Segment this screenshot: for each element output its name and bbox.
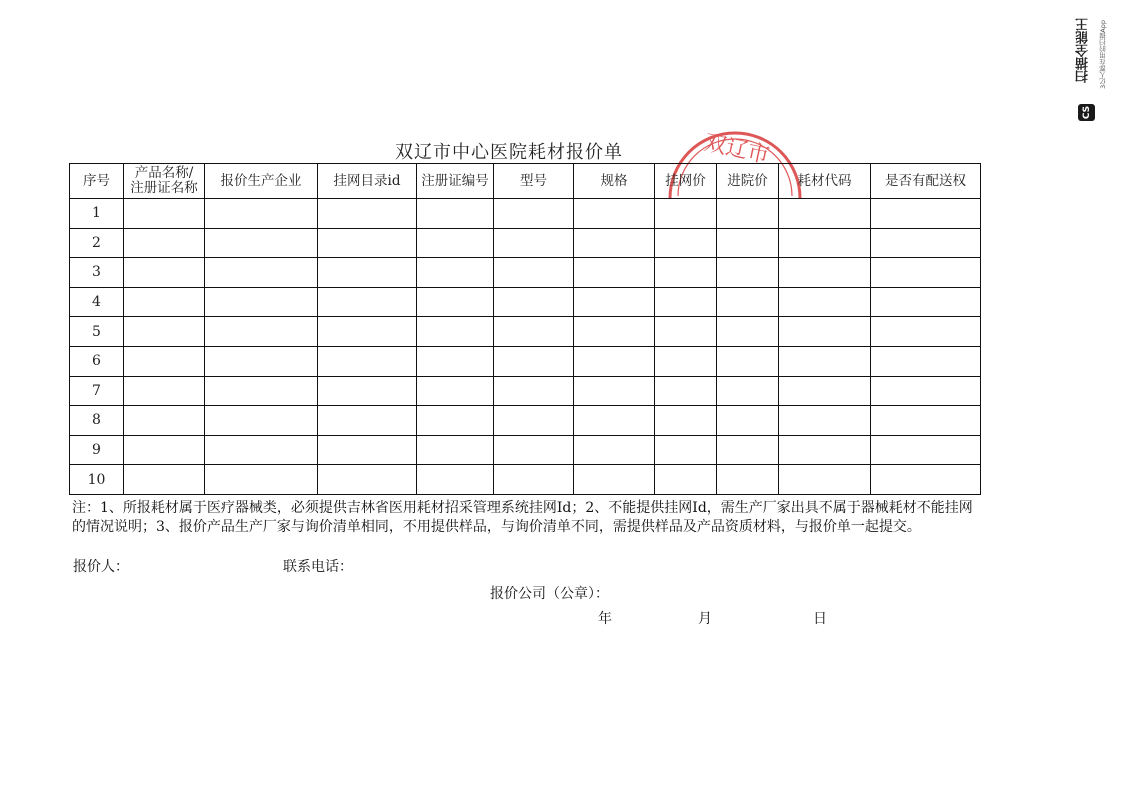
table-row [70,317,981,347]
quoter-label: 报价人： [73,559,129,575]
table-cell [871,406,981,436]
col-header: 序号 [70,164,124,199]
table-cell [417,199,494,229]
quote-table [69,163,981,495]
table-cell [205,435,318,465]
table-cell [205,406,318,436]
page-title: 双辽市中心医院耗材报价单 [395,142,623,163]
col-header: 规格 [574,164,655,199]
table-cell [205,317,318,347]
watermark-slogan: 3亿人都在用的扫描App [1099,20,1107,89]
table-cell [655,317,717,347]
date-month-label: 月 [698,611,712,627]
date-day-label: 日 [813,611,827,627]
table-cell [574,465,655,495]
company-seal-label: 报价公司（公章）： [490,586,609,602]
table-cell [318,228,417,258]
col-header: 注册证编号 [417,164,494,199]
notes-text: 注：1、所报耗材属于医疗器械类，必须提供吉林省医用耗材招采管理系统挂网Id；2、不能提供挂网Id，需生产厂家出具不属于器械耗材不能挂网的情况说明；3、报价产品生产厂家与询价清单相同，不用提供样品，与询价清单不同，需提供样品及产品资质材料，与报价单一起提交。 [72,500,973,535]
table-cell [574,199,655,229]
row-number: 6 [70,346,124,376]
col-header: 进院价 [717,164,779,199]
table-cell [717,258,779,288]
table-cell [124,346,205,376]
table-cell [779,228,871,258]
table-cell [871,435,981,465]
date-year-label: 年 [598,611,612,627]
table-cell [779,287,871,317]
table-cell [717,346,779,376]
table-cell [574,346,655,376]
table-cell [655,199,717,229]
table-cell [871,258,981,288]
table-cell [124,258,205,288]
row-number: 7 [70,376,124,406]
table-cell [124,406,205,436]
table-cell [655,435,717,465]
table-cell [717,435,779,465]
table-row [70,228,981,258]
table-cell [779,199,871,229]
table-row [70,465,981,495]
row-number: 5 [70,317,124,347]
col-header: 挂网价 [655,164,717,199]
table-cell [871,317,981,347]
table-cell [574,376,655,406]
table-cell [318,465,417,495]
table-cell [124,199,205,229]
table-header-row [70,164,981,199]
table-cell [574,435,655,465]
table-cell [205,199,318,229]
col-header: 型号 [494,164,574,199]
table-cell [574,258,655,288]
table-cell [318,376,417,406]
table-cell [417,258,494,288]
table-cell [318,346,417,376]
col-header: 报价生产企业 [205,164,318,199]
table-cell [655,258,717,288]
table-cell [494,346,574,376]
table-cell [779,317,871,347]
table-cell [779,465,871,495]
row-number: 1 [70,199,124,229]
row-number: 9 [70,435,124,465]
table-cell [417,346,494,376]
table-cell [494,317,574,347]
row-number: 10 [70,465,124,495]
table-cell [318,258,417,288]
table-cell [205,287,318,317]
table-cell [494,199,574,229]
table-cell [574,317,655,347]
table-row [70,287,981,317]
table-cell [655,465,717,495]
table-cell [871,228,981,258]
table-cell [318,406,417,436]
col-header: 挂网目录id [318,164,417,199]
table-cell [124,465,205,495]
camscanner-logo-icon: CS [1078,104,1095,121]
stamp-text: 双辽市 [701,130,772,169]
row-number: 4 [70,287,124,317]
table-cell [494,406,574,436]
table-cell [124,228,205,258]
table-cell [574,287,655,317]
table-cell [655,228,717,258]
table-cell [124,317,205,347]
table-cell [779,376,871,406]
table-cell [494,228,574,258]
table-cell [779,406,871,436]
col-header: 是否有配送权 [871,164,981,199]
table-cell [574,228,655,258]
table-cell [205,376,318,406]
table-cell [871,465,981,495]
row-number: 2 [70,228,124,258]
table-cell [779,258,871,288]
col-header: 产品名称/ 注册证名称 [124,164,205,199]
table-cell [417,228,494,258]
col-header: 耗材代码 [779,164,871,199]
table-row [70,376,981,406]
table-cell [655,406,717,436]
table-cell [871,199,981,229]
table-cell [574,406,655,436]
table-cell [655,346,717,376]
phone-label: 联系电话： [283,559,353,575]
table-cell [779,346,871,376]
table-cell [124,376,205,406]
table-cell [318,199,417,229]
table-cell [871,346,981,376]
table-cell [205,346,318,376]
table-cell [871,376,981,406]
table-cell [655,376,717,406]
table-row [70,258,981,288]
table-cell [717,317,779,347]
table-cell [779,435,871,465]
table-cell [417,435,494,465]
table-row [70,346,981,376]
table-row [70,406,981,436]
table-cell [717,376,779,406]
table-row [70,199,981,229]
row-number: 8 [70,406,124,436]
table-cell [717,199,779,229]
table-cell [417,287,494,317]
table-row [70,435,981,465]
table-cell [124,287,205,317]
table-cell [494,435,574,465]
table-cell [417,376,494,406]
table-cell [124,435,205,465]
row-number: 3 [70,258,124,288]
table-cell [717,287,779,317]
table-cell [494,258,574,288]
table-cell [205,465,318,495]
table-cell [655,287,717,317]
table-cell [417,406,494,436]
watermark-name: 扫描全能王 [1076,18,1091,83]
table-cell [205,228,318,258]
table-cell [417,317,494,347]
table-cell [417,465,494,495]
table-cell [205,258,318,288]
table-cell [318,435,417,465]
table-cell [494,465,574,495]
camscanner-watermark [1072,12,1118,122]
table-cell [494,376,574,406]
table-cell [717,228,779,258]
table-cell [318,317,417,347]
table-cell [318,287,417,317]
table-cell [871,287,981,317]
table-cell [494,287,574,317]
table-cell [717,465,779,495]
table-cell [717,406,779,436]
